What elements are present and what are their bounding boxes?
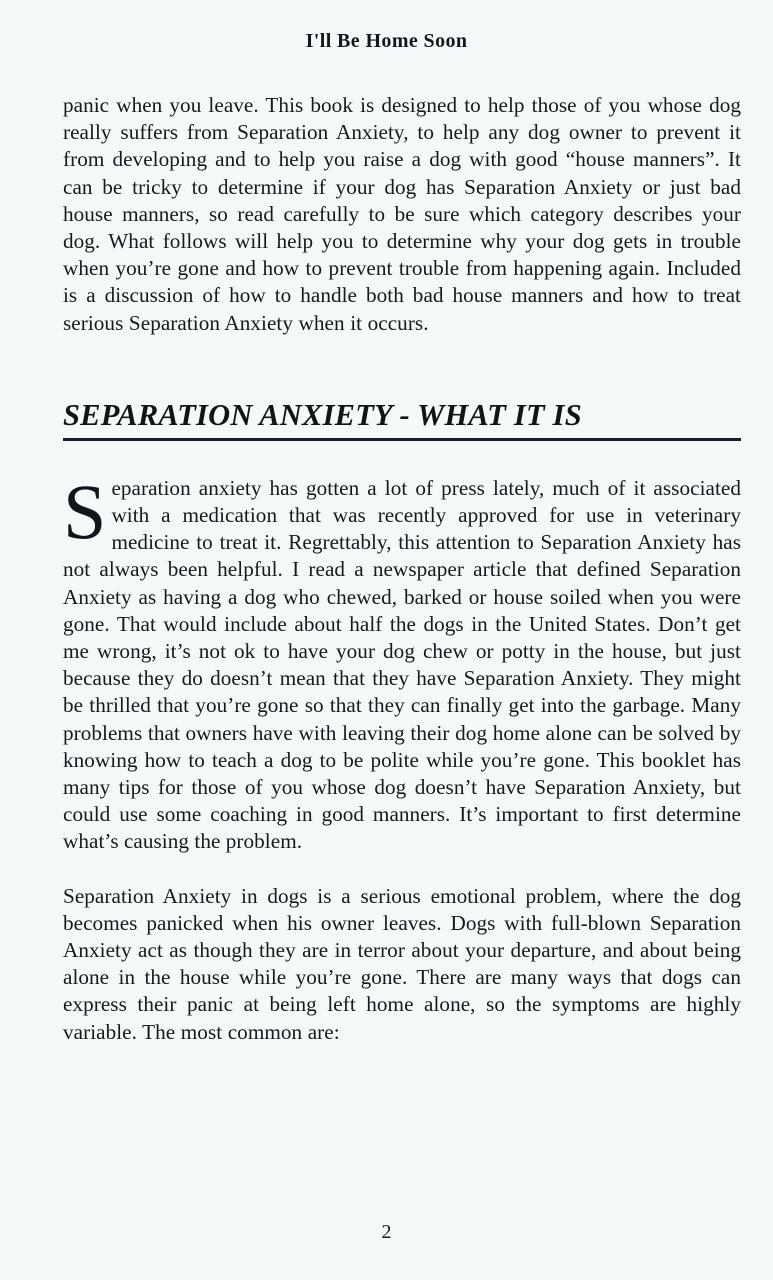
- paragraph-continuation: panic when you leave. This book is designed to help those of you whose dog really suffers from Separation Anxiety, to help any dog owner to prevent it from developing and to help you raise a dog with good “house manners”. It can be tricky to determine if your dog has Separation Anxiety or just bad house manners, so read carefully to be sure which category describes your dog. What follows will help you to determine why your dog gets in trouble when you’re gone and how to prevent trouble from happening again. Included is a discussion of how to handle both bad house manners and how to treat serious Separation Anxiety when it occurs.: [63, 93, 741, 335]
- paragraph-separation-anxiety-intro: Separation anxiety has gotten a lot of press lately, much of it associated with a medication that was recently approved for use in veterinary medicine to treat it. Regrettably, this attention to Separation Anxiety has not always been helpful. I read a newspaper article that defined Separation Anxiety as having a dog who chewed, barked or house soiled when you were gone. That would include about half the dogs in the United States. Don’t get me wrong, it’s not ok to have your dog chew or potty in the house, but just because they do doesn’t mean that they have Separation Anxiety. They might be thrilled that you’re gone so that they can finally get into the garbage. Many problems that owners have with leaving their dog home alone can be solved by knowing how to teach a dog to be polite while you’re gone. This booklet has many tips for those of you whose dog doesn’t have Separation Anxiety, but could use some coaching in good manners. It’s important to first determine what’s causing the problem.: [63, 467, 741, 854]
- running-header: I'll Be Home Soon: [305, 30, 468, 52]
- text-column: [63, 92, 741, 1046]
- section-heading: SEPARATION ANXIETY - WHAT IT IS: [63, 399, 741, 441]
- section-heading-block: [63, 399, 741, 441]
- paragraph-separation-anxiety-definition: Separation Anxiety in dogs is a serious emotional problem, where the dog becomes panicked when his owner leaves. Dogs with full-blown Separation Anxiety act as though they are in terror about your departure, and about being alone in the house while you’re gone. There are many ways that dogs can express their panic at being left home alone, so the symptoms are highly variable. The most common are:: [63, 883, 741, 1044]
- page-number: 2: [381, 1221, 392, 1243]
